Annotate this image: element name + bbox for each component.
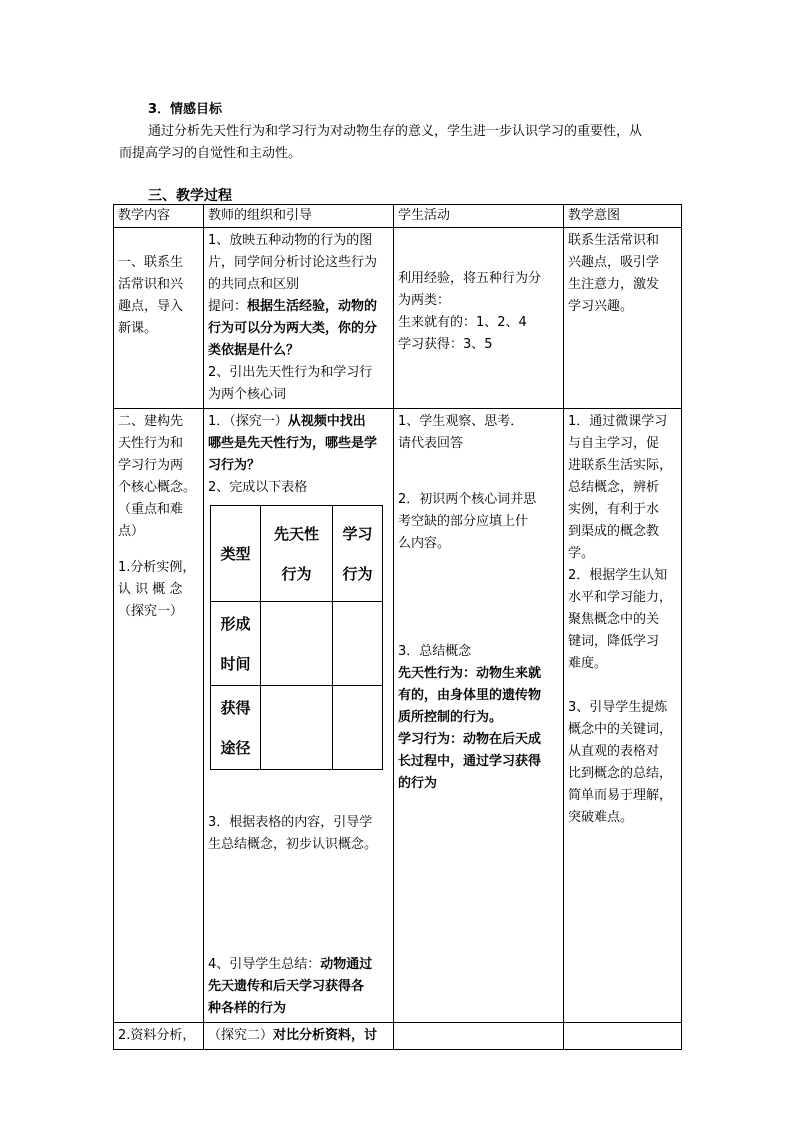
content-cell bbox=[114, 1023, 204, 1050]
content-cell bbox=[114, 228, 204, 409]
definition-text: 有的，由身体里的遗传物 bbox=[398, 688, 542, 703]
cell-text: 认 识 概 念 bbox=[118, 582, 183, 597]
question-text: 哪些是先天性行为，哪些是学 bbox=[208, 436, 378, 451]
comparison-header bbox=[333, 506, 383, 602]
cell-text: 从直观的表格对 bbox=[568, 744, 660, 759]
cell-text: 趣点，导入 bbox=[118, 299, 184, 314]
cell-text: 一、联系生 bbox=[118, 255, 184, 270]
blank-cell bbox=[333, 686, 383, 770]
cell-text: 学。 bbox=[568, 546, 595, 561]
cell-text: 1、放映五种动物的行为的图 bbox=[208, 233, 373, 248]
cell-text: 学习获得：3、5 bbox=[398, 337, 493, 352]
cell-text: 2、完成以下表格 bbox=[208, 480, 308, 495]
cell-text: 个核心概念。 bbox=[118, 480, 197, 495]
comparison-header: 类型 bbox=[211, 506, 261, 602]
comparison-row-label bbox=[211, 686, 261, 770]
blank-cell bbox=[261, 686, 333, 770]
cell-text: 二、建构先 bbox=[118, 414, 184, 429]
paragraph-line: 通过分析先天性行为和学习行为对动物生存的意义，学生进一步认识学习的重要性，从 bbox=[148, 124, 643, 139]
cell-text: 2.资料分析， bbox=[118, 1028, 196, 1043]
summary-text: 动物通过 bbox=[320, 957, 373, 972]
header-cell: 学生活动 bbox=[394, 205, 564, 228]
student-cell bbox=[394, 409, 564, 1023]
cell-text: 实例，有利于水 bbox=[568, 502, 660, 517]
teacher-cell bbox=[204, 409, 394, 1023]
cell-text: 比到概念的总结， bbox=[568, 766, 673, 781]
cell-text: 到渠成的概念教 bbox=[568, 524, 660, 539]
process-heading: 三、教学过程 bbox=[148, 188, 232, 204]
cell-text: 生来就有的：1、2、4 bbox=[398, 315, 527, 330]
cell-text: 新课。 bbox=[118, 321, 158, 336]
cell-text: 学习 bbox=[342, 524, 373, 543]
table-row bbox=[114, 1023, 682, 1050]
intent-cell bbox=[564, 228, 682, 409]
table-row bbox=[114, 409, 682, 1023]
inquiry-text: 对比分析资料，讨 bbox=[273, 1028, 378, 1043]
comparison-header-row bbox=[211, 506, 383, 602]
cell-text: 途径 bbox=[220, 738, 251, 757]
header-cell: 教学意图 bbox=[564, 205, 682, 228]
cell-text: 活常识和兴 bbox=[118, 277, 184, 292]
question-text: 类依据是什么？ bbox=[208, 343, 300, 358]
header-cell: 教师的组织和引导 bbox=[204, 205, 394, 228]
inquiry-prefix: 1．（探究一） bbox=[208, 414, 288, 429]
cell-text: 1、学生观察、思考． bbox=[398, 414, 524, 429]
comparison-row bbox=[211, 602, 383, 686]
definition-text: 质所控制的行为。 bbox=[398, 710, 503, 725]
cell-text: （探究一） bbox=[118, 604, 184, 619]
cell-text: 水平和学习能力， bbox=[568, 590, 673, 605]
teacher-cell bbox=[204, 228, 394, 409]
section-heading: 3．情感目标 bbox=[148, 102, 223, 117]
cell-text: 生总结概念，初步认识概念。 bbox=[208, 837, 378, 852]
cell-text: 1.分析实例， bbox=[118, 560, 196, 575]
student-cell bbox=[394, 1023, 564, 1050]
summary-line bbox=[208, 954, 389, 976]
cell-text: 先天性 bbox=[273, 524, 319, 543]
cell-text: 时间 bbox=[220, 654, 251, 673]
blank-cell bbox=[261, 602, 333, 686]
summary-prefix: 4、引导学生总结： bbox=[208, 957, 321, 972]
cell-text: 3、引导学生提炼 bbox=[568, 700, 668, 715]
question-text: 根据生活经验，动物的 bbox=[247, 299, 378, 314]
cell-text bbox=[208, 1025, 389, 1047]
question-text: 行为可以分为两大类，你的分 bbox=[208, 321, 378, 336]
teacher-cell bbox=[204, 1023, 394, 1050]
table-row bbox=[114, 228, 682, 409]
cell-text: 获得 bbox=[220, 698, 251, 717]
student-cell bbox=[394, 228, 564, 409]
cell-text: 考空缺的部分应填上什 bbox=[398, 514, 529, 529]
inquiry-prefix: （探究二） bbox=[208, 1028, 274, 1043]
cell-text: 3．根据表格的内容，引导学 bbox=[208, 815, 373, 830]
question-text: 从视频中找出 bbox=[287, 414, 366, 429]
cell-text: 1．通过微课学习 bbox=[568, 414, 668, 429]
comparison-table bbox=[210, 505, 383, 770]
cell-text: 突破难点。 bbox=[568, 810, 634, 825]
content-cell bbox=[114, 409, 204, 1023]
cell-text: 片，同学间分析讨论这些行为 bbox=[208, 255, 378, 270]
cell-text: 学习兴趣。 bbox=[568, 299, 634, 314]
cell-text: 简单而易于理解， bbox=[568, 788, 673, 803]
cell-text: 兴趣点，吸引学 bbox=[568, 255, 660, 270]
intent-cell bbox=[564, 409, 682, 1023]
blank-cell bbox=[333, 602, 383, 686]
cell-text: 联系生活常识和 bbox=[568, 233, 660, 248]
question-text: 习行为？ bbox=[208, 458, 261, 473]
cell-text: 2．根据学生认知 bbox=[568, 568, 668, 583]
question-line bbox=[208, 296, 389, 318]
cell-text: 点） bbox=[118, 524, 145, 539]
cell-text: 2、引出先天性行为和学习行 bbox=[208, 365, 373, 380]
comparison-row-label bbox=[211, 602, 261, 686]
intent-cell bbox=[564, 1023, 682, 1050]
cell-text: （重点和难 bbox=[118, 502, 184, 517]
cell-text: 行为 bbox=[281, 564, 312, 583]
cell-text: 概念中的关键词， bbox=[568, 722, 673, 737]
cell-text: 为两个核心词 bbox=[208, 387, 287, 402]
cell-text: 学习行为两 bbox=[118, 458, 184, 473]
definition-text: 长过程中，通过学习获得 bbox=[398, 754, 542, 769]
definition-text: 的行为 bbox=[398, 776, 438, 791]
paragraph-line: 而提高学习的自觉性和主动性。 bbox=[119, 146, 302, 161]
definition-text: 学习行为：动物在后天成 bbox=[398, 732, 542, 747]
cell-text: 与自主学习，促 bbox=[568, 436, 660, 451]
cell-text: 生注意力，激发 bbox=[568, 277, 660, 292]
cell-text: 么内容。 bbox=[398, 536, 451, 551]
cell-text: 请代表回答 bbox=[398, 436, 464, 451]
cell-text: 行为 bbox=[342, 564, 373, 583]
definition-text: 先天性行为：动物生来就 bbox=[398, 666, 542, 681]
cell-text: 键词，降低学习 bbox=[568, 634, 660, 649]
cell-text: 形成 bbox=[220, 614, 251, 633]
cell-text: 天性行为和 bbox=[118, 436, 184, 451]
cell-text: 聚焦概念中的关 bbox=[568, 612, 660, 627]
cell-text: 进联系生活实际， bbox=[568, 458, 673, 473]
comparison-header bbox=[261, 506, 333, 602]
cell-text: 为两类： bbox=[398, 293, 451, 308]
cell-text: 总结概念，辨析 bbox=[568, 480, 660, 495]
table-header-row bbox=[114, 205, 682, 228]
teaching-process-table bbox=[113, 204, 682, 1050]
question-line bbox=[208, 411, 389, 433]
cell-text: 利用经验，将五种行为分 bbox=[398, 271, 542, 286]
cell-text: 2．初识两个核心词并思 bbox=[398, 492, 537, 507]
cell-text: 的共同点和区别 bbox=[208, 277, 300, 292]
cell-text: 难度。 bbox=[568, 656, 608, 671]
comparison-row bbox=[211, 686, 383, 770]
cell-text: 3．总结概念 bbox=[398, 644, 472, 659]
question-prefix: 提问： bbox=[208, 299, 248, 314]
header-cell: 教学内容 bbox=[114, 205, 204, 228]
summary-text: 先天遗传和后天学习获得各 bbox=[208, 979, 365, 994]
summary-text: 种各样的行为 bbox=[208, 1001, 287, 1016]
